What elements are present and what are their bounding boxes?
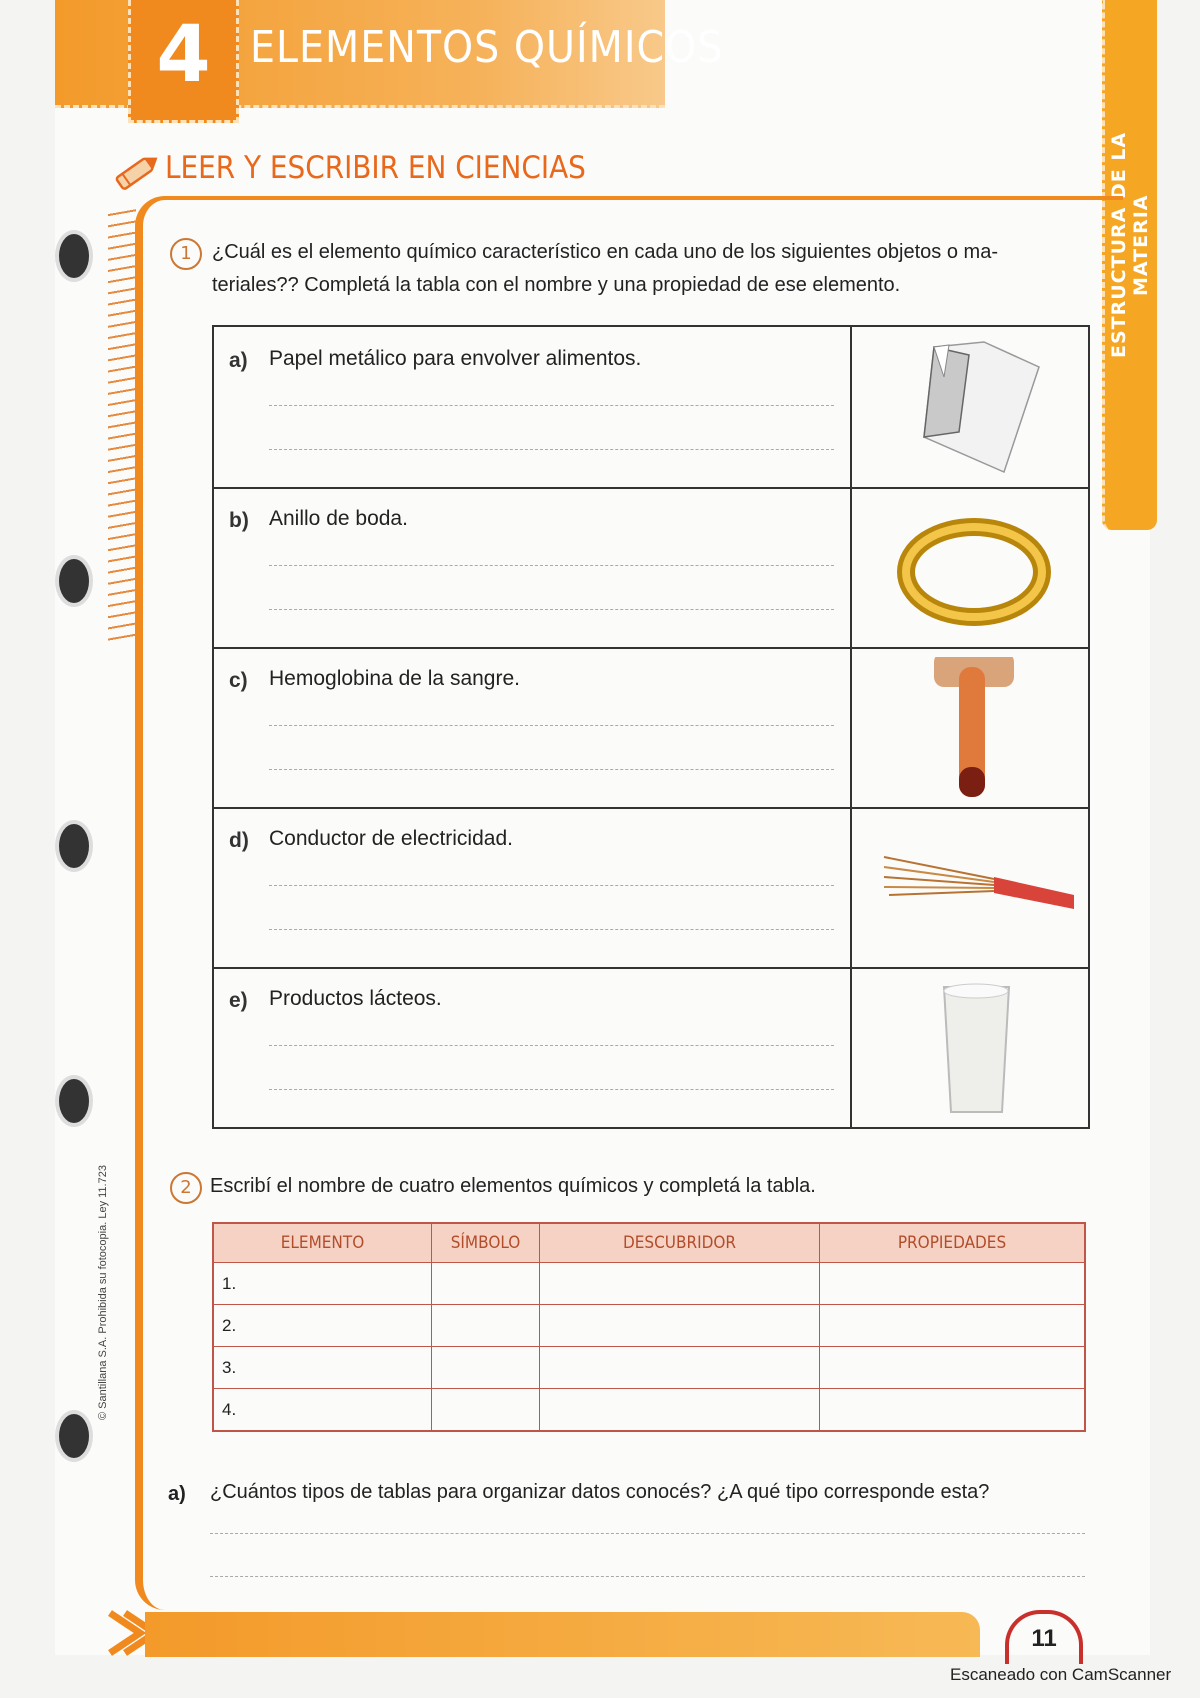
- table-row: [214, 967, 1088, 1127]
- column-header: ELEMENTO: [213, 1223, 432, 1263]
- answer-line[interactable]: [269, 929, 834, 930]
- symbol-cell[interactable]: [432, 1263, 540, 1305]
- glass-of-milk-image: [874, 977, 1074, 1117]
- table-row: [213, 1305, 1085, 1347]
- answer-line[interactable]: [210, 1576, 1085, 1577]
- row-letter: c): [229, 669, 248, 692]
- properties-cell[interactable]: [820, 1263, 1086, 1305]
- binder-wire: [108, 205, 136, 645]
- footer-band: [145, 1612, 980, 1657]
- table-row: [213, 1389, 1085, 1432]
- answer-line[interactable]: [269, 725, 834, 726]
- answer-line[interactable]: [269, 769, 834, 770]
- discoverer-cell[interactable]: [540, 1389, 820, 1432]
- pencil-icon: [112, 150, 162, 194]
- binder-ring: [55, 820, 93, 872]
- element-cell[interactable]: 1.: [213, 1263, 432, 1305]
- answer-line[interactable]: [269, 565, 834, 566]
- element-cell[interactable]: 2.: [213, 1305, 432, 1347]
- scanner-watermark: Escaneado con CamScanner: [950, 1665, 1172, 1684]
- table-row: [214, 647, 1088, 809]
- element-cell[interactable]: 4.: [213, 1389, 432, 1432]
- column-header: DESCUBRIDOR: [540, 1223, 820, 1263]
- table-row: [214, 487, 1088, 649]
- row-text: Hemoglobina de la sangre.: [269, 667, 520, 690]
- element-cell[interactable]: 3.: [213, 1347, 432, 1389]
- question-1-number: 1: [170, 238, 202, 270]
- table-row: [213, 1263, 1085, 1305]
- binder-ring: [55, 555, 93, 607]
- copper-wire-image: [874, 817, 1074, 957]
- side-tab-label: ESTRUCTURA DE LA MATERIA: [1108, 131, 1152, 359]
- properties-cell[interactable]: [820, 1389, 1086, 1432]
- table-row: [214, 327, 1088, 489]
- answer-line[interactable]: [269, 1089, 834, 1090]
- chapter-number: 4: [128, 0, 239, 123]
- symbol-cell[interactable]: [432, 1305, 540, 1347]
- binder-ring: [55, 230, 93, 282]
- symbol-cell[interactable]: [432, 1389, 540, 1432]
- row-letter: a): [229, 349, 248, 372]
- copyright-note: © Santillana S.A. Prohibida su fotocopia. Ley 11.723: [97, 1165, 109, 1420]
- answer-line[interactable]: [269, 405, 834, 406]
- discoverer-cell[interactable]: [540, 1347, 820, 1389]
- answer-line[interactable]: [269, 449, 834, 450]
- table-row: [213, 1347, 1085, 1389]
- properties-cell[interactable]: [820, 1347, 1086, 1389]
- symbol-cell[interactable]: [432, 1347, 540, 1389]
- question-2a-letter: a): [168, 1483, 186, 1505]
- gold-ring-image: [874, 497, 1074, 637]
- row-letter: b): [229, 509, 249, 532]
- objects-table: [212, 325, 1090, 1129]
- section-title: LEER Y ESCRIBIR EN CIENCIAS: [165, 150, 586, 186]
- question-1-line-2: teriales?? Completá la tabla con el nombre y una propiedad de ese elemento.: [212, 274, 901, 296]
- discoverer-cell[interactable]: [540, 1305, 820, 1347]
- answer-line[interactable]: [269, 609, 834, 610]
- page-number: 11: [1005, 1610, 1083, 1664]
- table-row: [214, 807, 1088, 969]
- column-header: PROPIEDADES: [820, 1223, 1086, 1263]
- row-text: Papel metálico para envolver alimentos.: [269, 347, 642, 370]
- question-2-number: 2: [170, 1172, 202, 1204]
- row-text: Conductor de electricidad.: [269, 827, 513, 850]
- properties-cell[interactable]: [820, 1305, 1086, 1347]
- discoverer-cell[interactable]: [540, 1263, 820, 1305]
- answer-line[interactable]: [269, 885, 834, 886]
- row-text: Anillo de boda.: [269, 507, 408, 530]
- row-text: Productos lácteos.: [269, 987, 442, 1010]
- answer-line[interactable]: [269, 1045, 834, 1046]
- binder-ring: [55, 1075, 93, 1127]
- binder-ring: [55, 1410, 93, 1462]
- blood-tube-image: [874, 657, 1074, 797]
- answer-line[interactable]: [210, 1533, 1085, 1534]
- column-header: SÍMBOLO: [432, 1223, 540, 1263]
- question-1-line-1: ¿Cuál es el elemento químico característico en cada uno de los siguientes objetos o ma-: [212, 241, 998, 263]
- question-2-text: Escribí el nombre de cuatro elementos químicos y completá la tabla.: [210, 1175, 816, 1197]
- question-2a-text: ¿Cuántos tipos de tablas para organizar datos conocés? ¿A qué tipo corresponde esta?: [210, 1481, 990, 1503]
- elements-table: [212, 1222, 1086, 1432]
- row-letter: e): [229, 989, 248, 1012]
- chapter-title: ELEMENTOS QUÍMICOS: [250, 22, 724, 73]
- row-letter: d): [229, 829, 249, 852]
- aluminum-foil-image: [874, 337, 1074, 477]
